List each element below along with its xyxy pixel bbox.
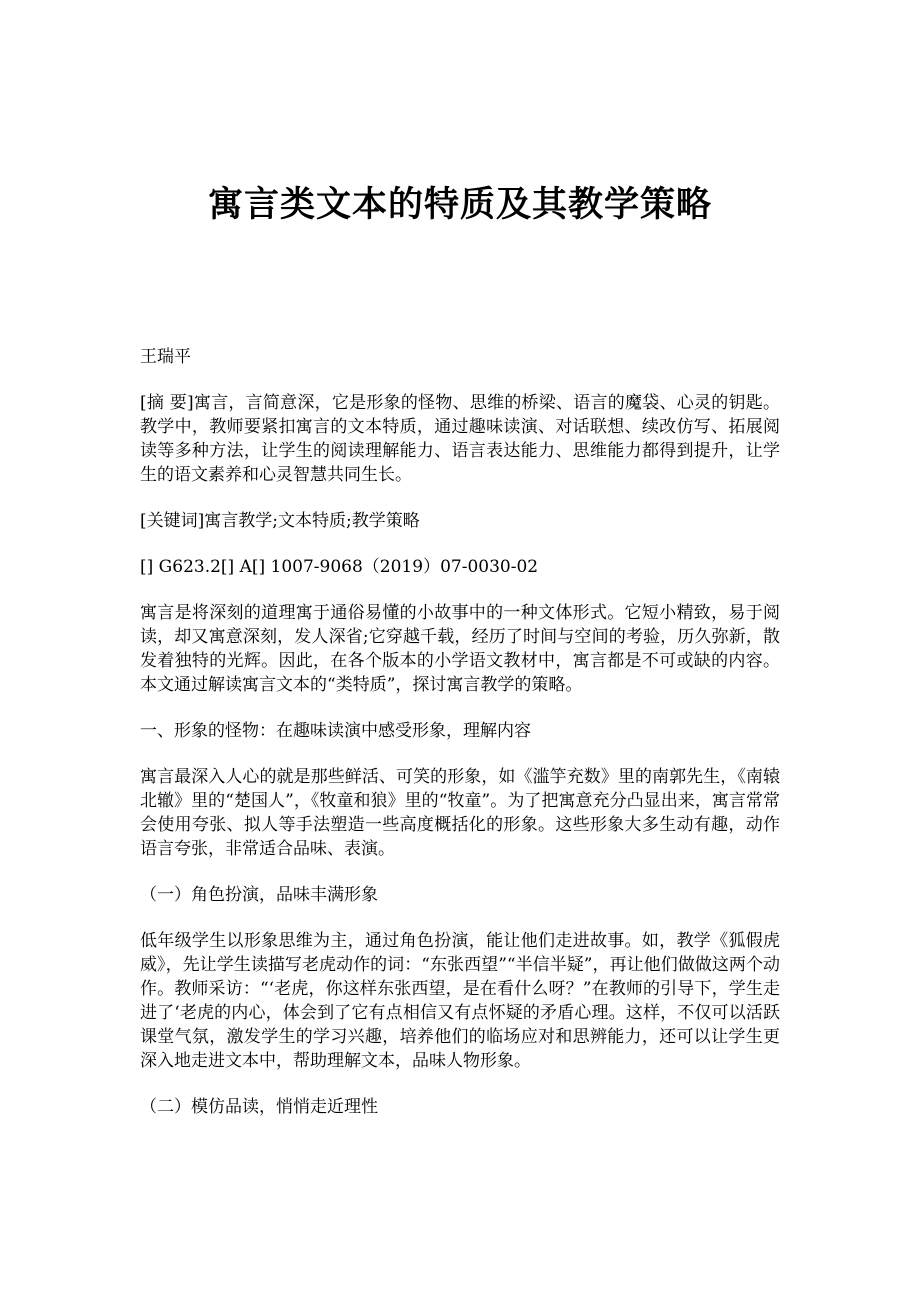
section-heading-1: 一、形象的怪物：在趣味读演中感受形象，理解内容 <box>140 721 531 741</box>
document-title: 寓言类文本的特质及其教学策略 <box>207 184 712 225</box>
subsection-heading-1: （一）角色扮演，品味丰满形象 <box>140 885 378 905</box>
keywords-paragraph: [关键词]寓言教学;文本特质;教学策略 <box>140 511 420 531</box>
document-body <box>140 345 780 1141</box>
classification-line: [] G623.2[] A[] 1007-9068（2019）07-0030-02 <box>140 557 539 577</box>
section-1-paragraph: 寓言最深入人心的就是那些鲜活、可笑的形象，如《滥竽充数》里的南郭先生，《南辕北辙》里的“楚国人”，《牧童和狼》里的“牧童”。为了把寓意充分凸显出来，寓言常常会使用夸张、拟人等手法塑造一些高度概括化的形象。这些形象大多生动有趣，动作语言夸张，非常适合品味、表演。 <box>140 767 780 859</box>
subsection-heading-2: （二）模仿品读，悄悄走近理性 <box>140 1097 378 1117</box>
intro-paragraph: 寓言是将深刻的道理寓于通俗易懂的小故事中的一种文体形式。它短小精致，易于阅读，却又寓意深刻，发人深省;它穿越千载，经历了时间与空间的考验，历久弥新，散发着独特的光辉。因此，在各个版本的小学语文教材中，寓言都是不可或缺的内容。本文通过解读寓言文本的“类特质”，探讨寓言教学的策略。 <box>140 603 780 695</box>
subsection-1-paragraph: 低年级学生以形象思维为主，通过角色扮演，能让他们走进故事。如，教学《狐假虎威》，先让学生读描写老虎动作的词：“东张西望”“半信半疑”，再让他们做做这两个动作。教师采访：“‘老虎，你这样东张西望，是在看什么呀？”在教师的引导下，学生走进了‘老虎的内心，体会到了它有点相信又有点怀疑的矛盾心理。这样，不仅可以活跃课堂气氛，激发学生的学习兴趣，培养他们的临场应对和思辨能力，还可以让学生更深入地走进文本中，帮助理解文本，品味人物形象。 <box>140 931 780 1071</box>
author-line: 王瑞平 <box>140 347 191 367</box>
abstract-paragraph: [摘 要]寓言，言简意深，它是形象的怪物、思维的桥梁、语言的魔袋、心灵的钥匙。教学中，教师要紧扣寓言的文本特质，通过趣味读演、对话联想、续改仿写、拓展阅读等多种方法，让学生的阅读理解能力、语言表达能力、思维能力都得到提升，让学生的语文素养和心灵智慧共同生长。 <box>140 393 780 485</box>
